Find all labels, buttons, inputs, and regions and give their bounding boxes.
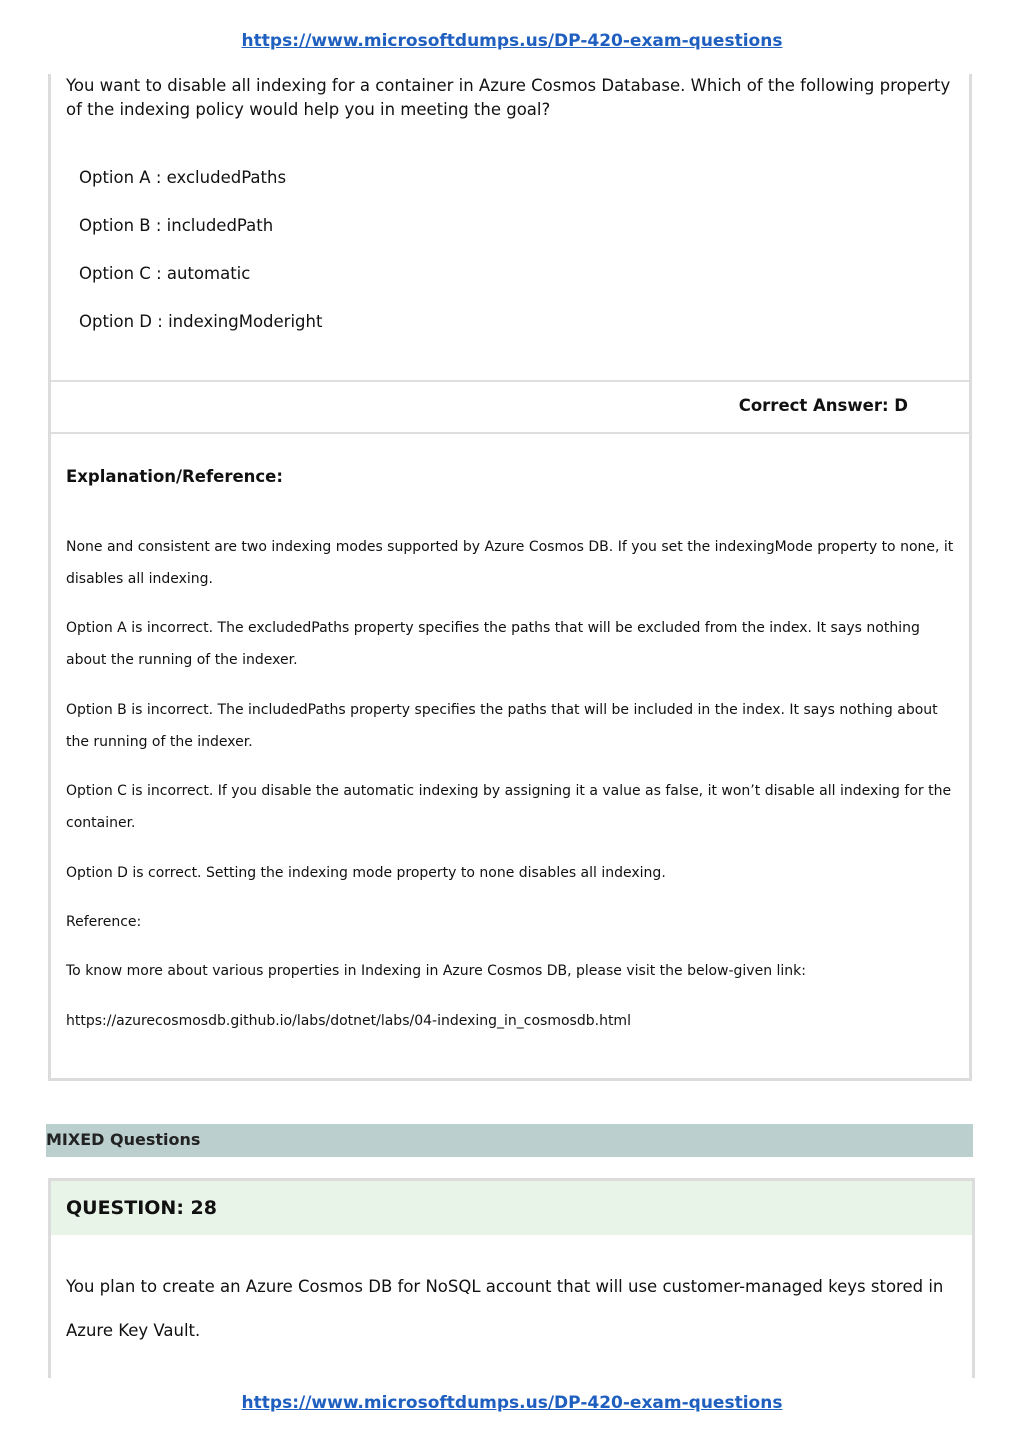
explanation-paragraph: Option C is incorrect. If you disable the automatic indexing by assigning it a value as false, it won’t disable all indexing for the container. <box>66 783 952 831</box>
option-d: Option D : indexingModeright <box>79 312 323 331</box>
explanation-paragraph: Option B is incorrect. The includedPaths property specifies the paths that will be included in the index. It says nothing about the running of the indexer. <box>66 702 938 750</box>
question-text: You want to disable all indexing for a container in Azure Cosmos Database. Which of the following property of the indexing policy would help you in meeting the goal? <box>66 76 951 119</box>
option-b: Option B : includedPath <box>79 216 274 235</box>
question-header <box>51 1181 972 1235</box>
divider <box>51 432 969 434</box>
option-a: Option A : excludedPaths <box>79 168 287 187</box>
correct-answer: Correct Answer: D <box>738 396 908 415</box>
explanation-paragraph: To know more about various properties in Indexing in Azure Cosmos DB, please visit the below-given link: <box>66 963 807 979</box>
divider <box>51 380 969 382</box>
explanation-paragraph: Option D is correct. Setting the indexing mode property to none disables all indexing. <box>66 865 666 881</box>
explanation-paragraph: Option A is incorrect. The excludedPaths property specifies the paths that will be excluded from the index. It says nothing about the running of the indexer. <box>66 620 920 668</box>
section-title: MIXED Questions <box>46 1130 201 1149</box>
explanation-paragraph: None and consistent are two indexing modes supported by Azure Cosmos DB. If you set the indexingMode property to none, it disables all indexing. <box>66 539 954 587</box>
footer-link[interactable]: https://www.microsoftdumps.us/DP-420-exam-questions <box>241 1393 783 1413</box>
option-c: Option C : automatic <box>79 264 251 283</box>
question-text: You plan to create an Azure Cosmos DB for NoSQL account that will use customer-managed keys stored in Azure Key Vault. <box>66 1277 944 1340</box>
reference-link[interactable]: https://azurecosmosdb.github.io/labs/dotnet/labs/04-indexing_in_cosmosdb.html <box>66 1013 631 1029</box>
explanation-heading: Explanation/Reference: <box>66 467 283 486</box>
header-link[interactable]: https://www.microsoftdumps.us/DP-420-exam-questions <box>241 31 783 51</box>
reference-label: Reference: <box>66 914 142 930</box>
question-card <box>48 74 972 1081</box>
section-bar <box>46 1124 973 1157</box>
question-number: QUESTION: 28 <box>66 1197 217 1219</box>
next-question-card <box>48 1178 975 1378</box>
